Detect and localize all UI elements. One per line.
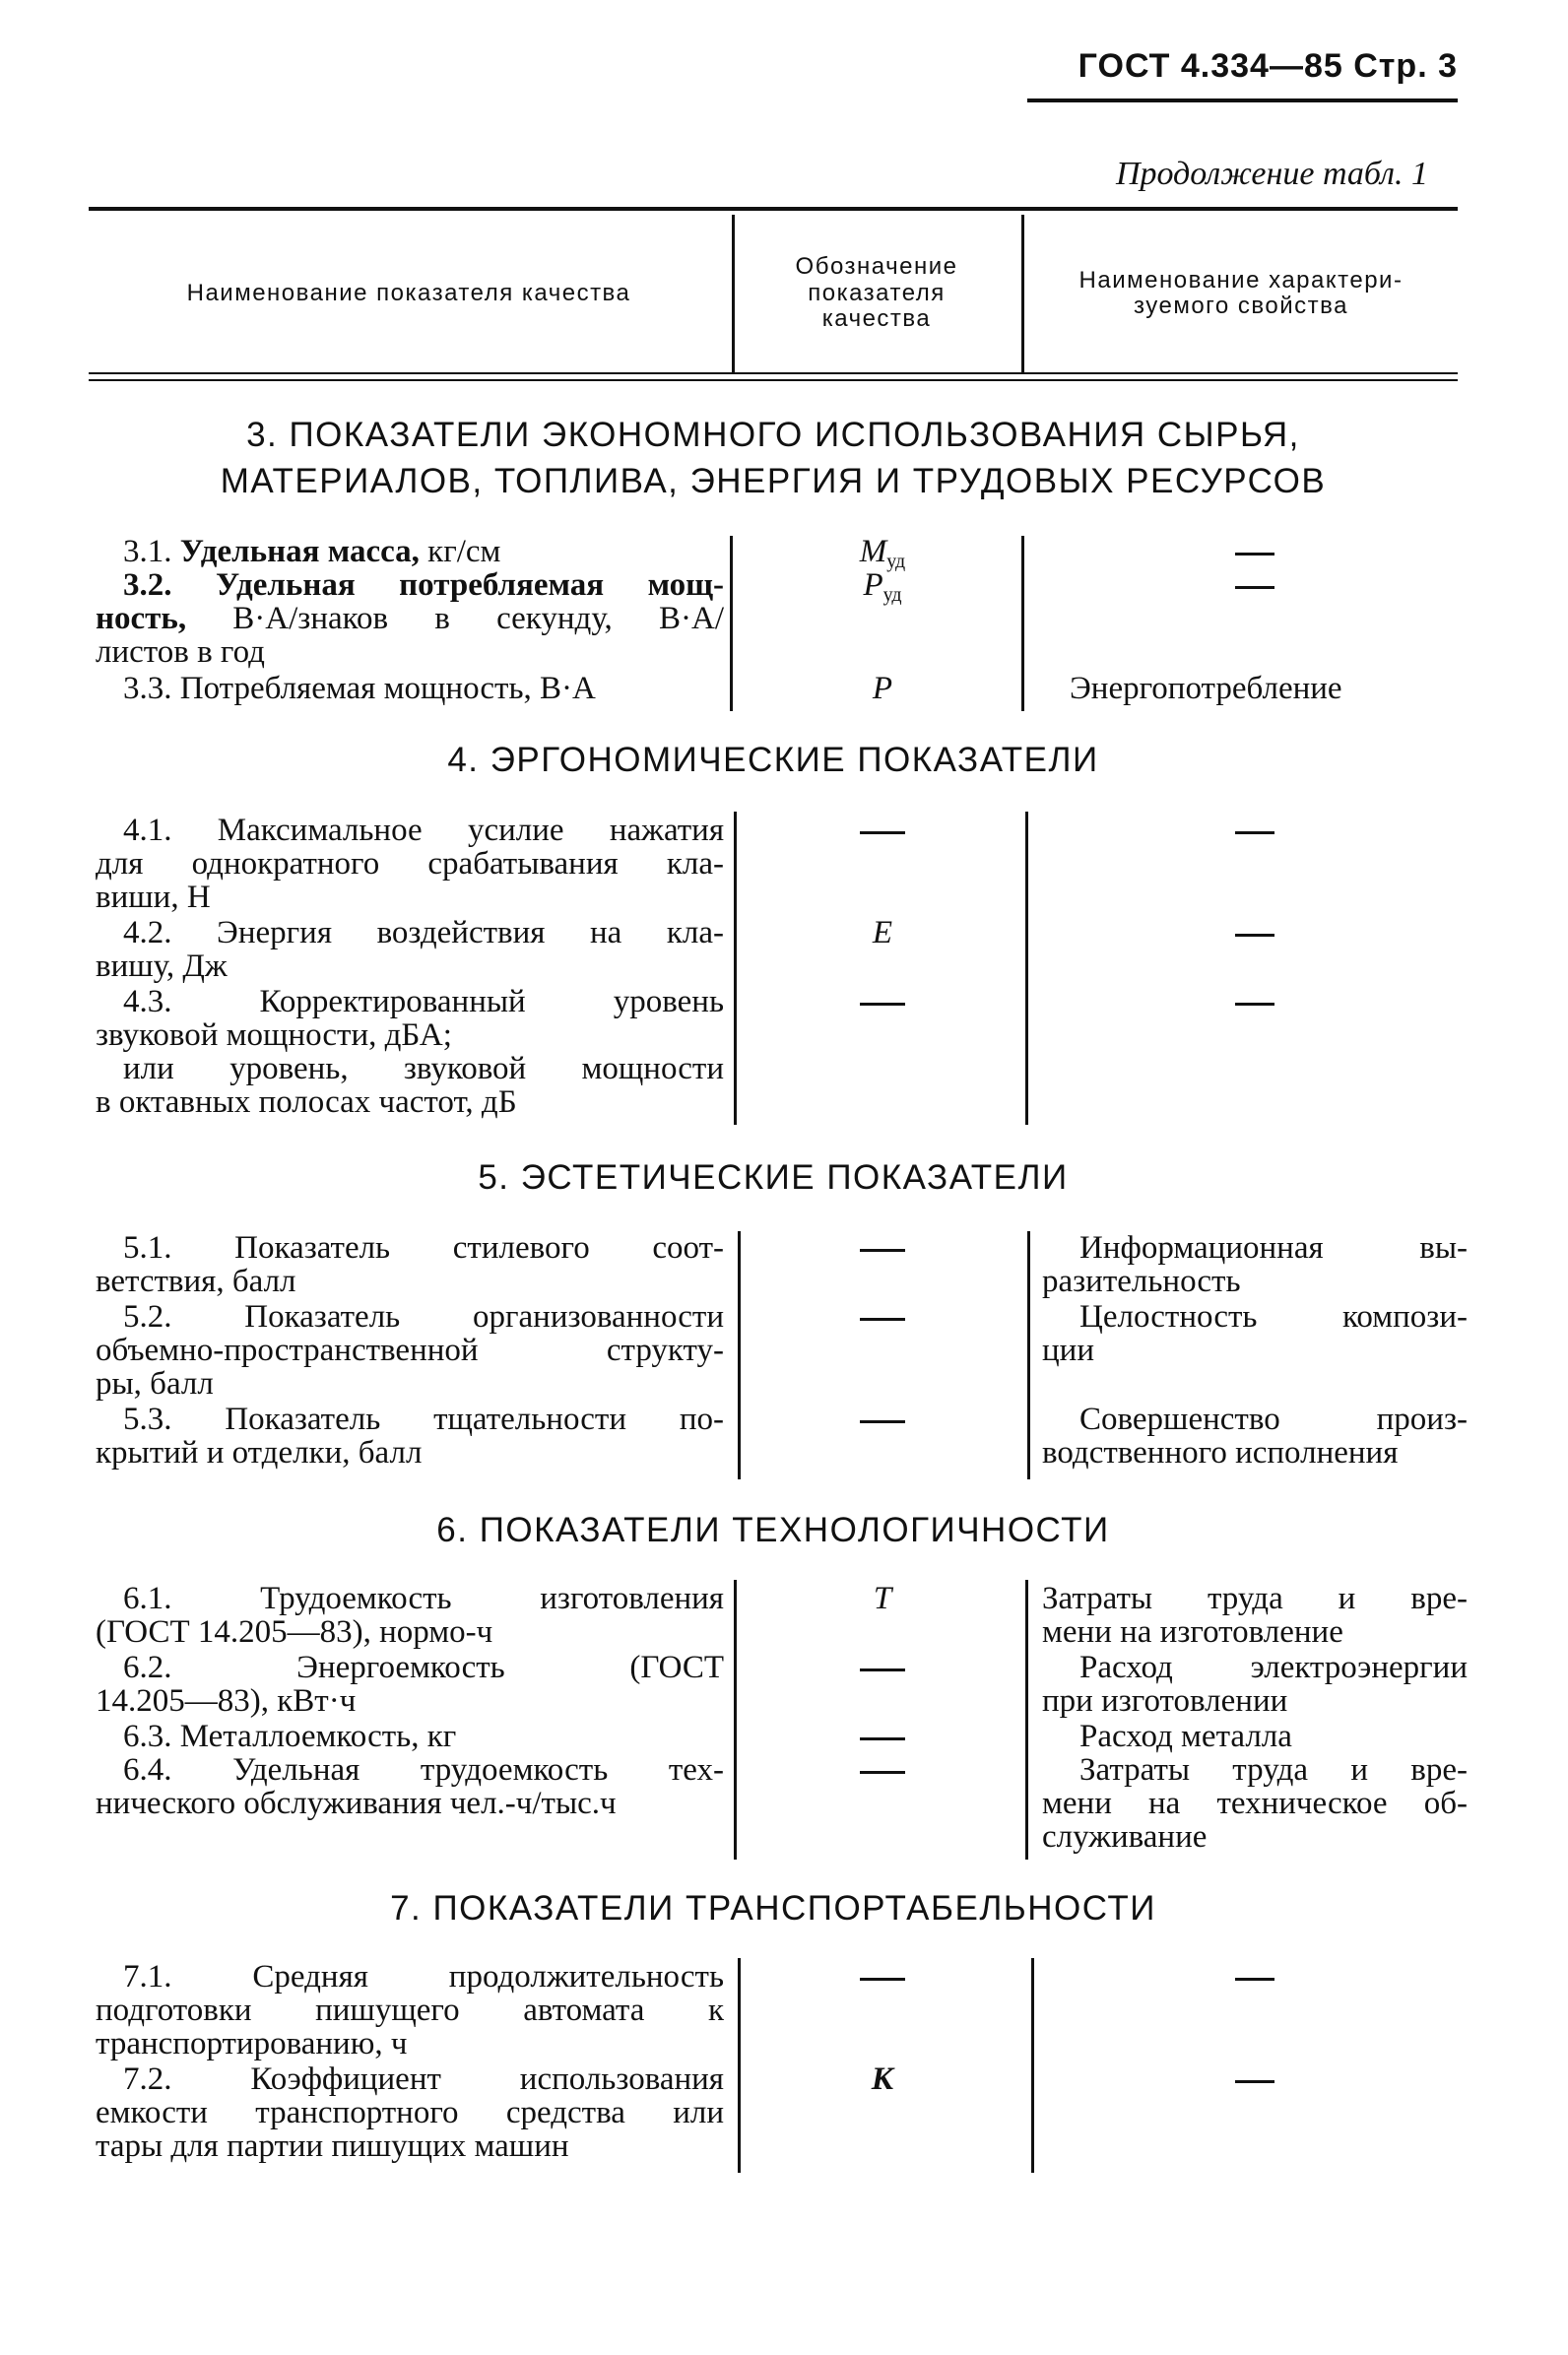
- property-name: Энергопотребление: [1070, 671, 1342, 706]
- property-name: [1042, 1960, 1468, 1994]
- dash-mark: [860, 831, 905, 834]
- property-name: Совершенство произ- водственного исполнения: [1042, 1402, 1468, 1471]
- indicator-name: 7.1. Средняя продолжительность подготовки пишущего автомата к транспортированию, ч: [96, 1959, 724, 2061]
- section-heading-4: 4. ЭРГОНОМИЧЕСКИЕ ПОКАЗАТЕЛИ: [447, 741, 1099, 779]
- indicator-symbol: [749, 1651, 1016, 1684]
- indicator-name: 6.1. Трудоемкость изготовления (ГОСТ 14.205—83), нормо-ч: [96, 1581, 724, 1650]
- indicator-symbol: [749, 814, 1016, 847]
- dash-mark: [860, 1003, 905, 1006]
- column-divider: [730, 536, 733, 711]
- section-heading-5: 5. ЭСТЕТИЧЕСКИЕ ПОКАЗАТЕЛИ: [478, 1158, 1069, 1197]
- property-name: Расход металла: [1079, 1719, 1292, 1754]
- dash-mark: [1235, 553, 1274, 556]
- column-divider: [1021, 215, 1024, 372]
- column-divider: [734, 1580, 737, 1860]
- dash-mark: [1235, 586, 1274, 589]
- table-continuation-label: Продолжение табл. 1: [1115, 156, 1428, 192]
- dash-mark: [1235, 2080, 1274, 2083]
- indicator-name: 3.1. Удельная масса, кг/см: [123, 534, 501, 569]
- indicator-name: 5.2. Показатель организованности объемно-пространственной структу- ры, балл: [96, 1299, 724, 1402]
- dash-mark: [1235, 1978, 1274, 1981]
- dash-mark: [860, 1668, 905, 1671]
- property-name: Целостность компози- ции: [1042, 1299, 1468, 1368]
- property-name: Информационная вы- разительность: [1042, 1230, 1468, 1299]
- section-heading-7: 7. ПОКАЗАТЕЛИ ТРАНСПОРТАБЕЛЬНОСТИ: [390, 1889, 1156, 1928]
- dash-mark: [1235, 1003, 1274, 1006]
- indicator-symbol: $Р_{уд}$: [863, 567, 902, 606]
- dash-mark: [1235, 831, 1274, 834]
- property-name: [1042, 814, 1468, 847]
- property-name: [1042, 2062, 1468, 2096]
- indicator-symbol: Е: [872, 915, 893, 950]
- indicator-symbol: [749, 1753, 1016, 1787]
- section-heading-3: 3. ПОКАЗАТЕЛИ ЭКОНОМНОГО ИСПОЛЬЗОВАНИЯ СЫРЬЯ, МАТЕРИАЛОВ, ТОПЛИВА, ЭНЕРГИЯ И ТРУДОВЫХ РЕСУРСОВ: [220, 416, 1327, 500]
- header-rule: [1027, 98, 1458, 102]
- indicator-symbol: [749, 1720, 1016, 1753]
- table-header-rule: [89, 379, 1458, 381]
- indicator-symbol: [749, 1231, 1016, 1265]
- column-divider: [734, 812, 737, 1125]
- indicator-name: 5.3. Показатель тщательности по- крытий и отделки, балл: [96, 1402, 724, 1471]
- dash-mark: [860, 1771, 905, 1774]
- indicator-name: 3.3. Потребляемая мощность, В·А: [123, 671, 596, 706]
- indicator-name: 7.2. Коэффициент использования емкости транспортного средства или тары для партии пишущих машин: [96, 2061, 724, 2164]
- dash-mark: [860, 1420, 905, 1423]
- property-name: [1042, 916, 1468, 949]
- column-divider: [738, 1231, 741, 1479]
- table-header: [89, 215, 1458, 372]
- property-name: [1042, 568, 1468, 602]
- column-divider: [1025, 1580, 1028, 1860]
- column-divider: [1027, 1231, 1030, 1479]
- indicator-symbol: [749, 1960, 1016, 1994]
- indicator-symbol: Т: [873, 1581, 892, 1616]
- column-divider: [1021, 536, 1024, 711]
- indicator-name: 4.2. Энергия воздействия на кла- вишу, Дж: [96, 915, 724, 984]
- column-divider: [1025, 812, 1028, 1125]
- property-name: Расход электроэнергии при изготовлении: [1042, 1650, 1468, 1719]
- indicator-symbol: [749, 1300, 1016, 1334]
- column-divider: [732, 215, 735, 372]
- indicator-name: 6.2. Энергоемкость (ГОСТ 14.205—83), кВт·ч: [96, 1650, 724, 1719]
- indicator-symbol: [749, 985, 1016, 1018]
- dash-mark: [860, 1318, 905, 1321]
- property-name: [1042, 985, 1468, 1018]
- column-divider: [1031, 1958, 1034, 2173]
- page-header: ГОСТ 4.334—85 Стр. 3: [1078, 47, 1458, 85]
- table-header-rule: [89, 372, 1458, 374]
- indicator-name: 4.1. Максимальное усилие нажатия для однократного срабатывания кла- виши, Н: [96, 813, 724, 915]
- column-divider: [738, 1958, 741, 2173]
- column-header-symbol: Обозначение показателя качества: [795, 253, 958, 333]
- dash-mark: [860, 1978, 905, 1981]
- table-top-rule: [89, 207, 1458, 211]
- column-header-name: Наименование показателя качества: [186, 279, 631, 306]
- indicator-name: 5.1. Показатель стилевого соот- ветствия, балл: [96, 1230, 724, 1299]
- column-header-property: Наименование характери- зуемого свойства: [1078, 266, 1404, 319]
- property-name: Затраты труда и вре- мени на техническое об- служивание: [1042, 1752, 1468, 1855]
- property-name: Затраты труда и вре- мени на изготовление: [1042, 1581, 1468, 1650]
- indicator-name: 6.3. Металлоемкость, кг: [123, 1719, 457, 1754]
- indicator-symbol: Р: [872, 671, 893, 706]
- section-heading-6: 6. ПОКАЗАТЕЛИ ТЕХНОЛОГИЧНОСТИ: [436, 1511, 1110, 1549]
- indicator-symbol: [749, 1403, 1016, 1436]
- indicator-symbol: $М_{уд}$: [859, 534, 906, 572]
- dash-mark: [860, 1249, 905, 1252]
- dash-mark: [860, 1737, 905, 1740]
- dash-mark: [1235, 934, 1274, 937]
- indicator-symbol: К: [871, 2061, 894, 2097]
- indicator-name: 4.3. Корректированный уровень звуковой мощности, дБА; или уровень, звуковой мощности в октавных полосах частот, дБ: [96, 984, 724, 1120]
- indicator-name: 6.4. Удельная трудоемкость тех- нического обслуживания чел.-ч/тыс.ч: [96, 1752, 724, 1821]
- property-name: [1042, 535, 1468, 568]
- indicator-name: 3.2. Удельная потребляемая мощ- ность, В·А/знаков в секунду, В·А/ листов в год: [96, 567, 724, 670]
